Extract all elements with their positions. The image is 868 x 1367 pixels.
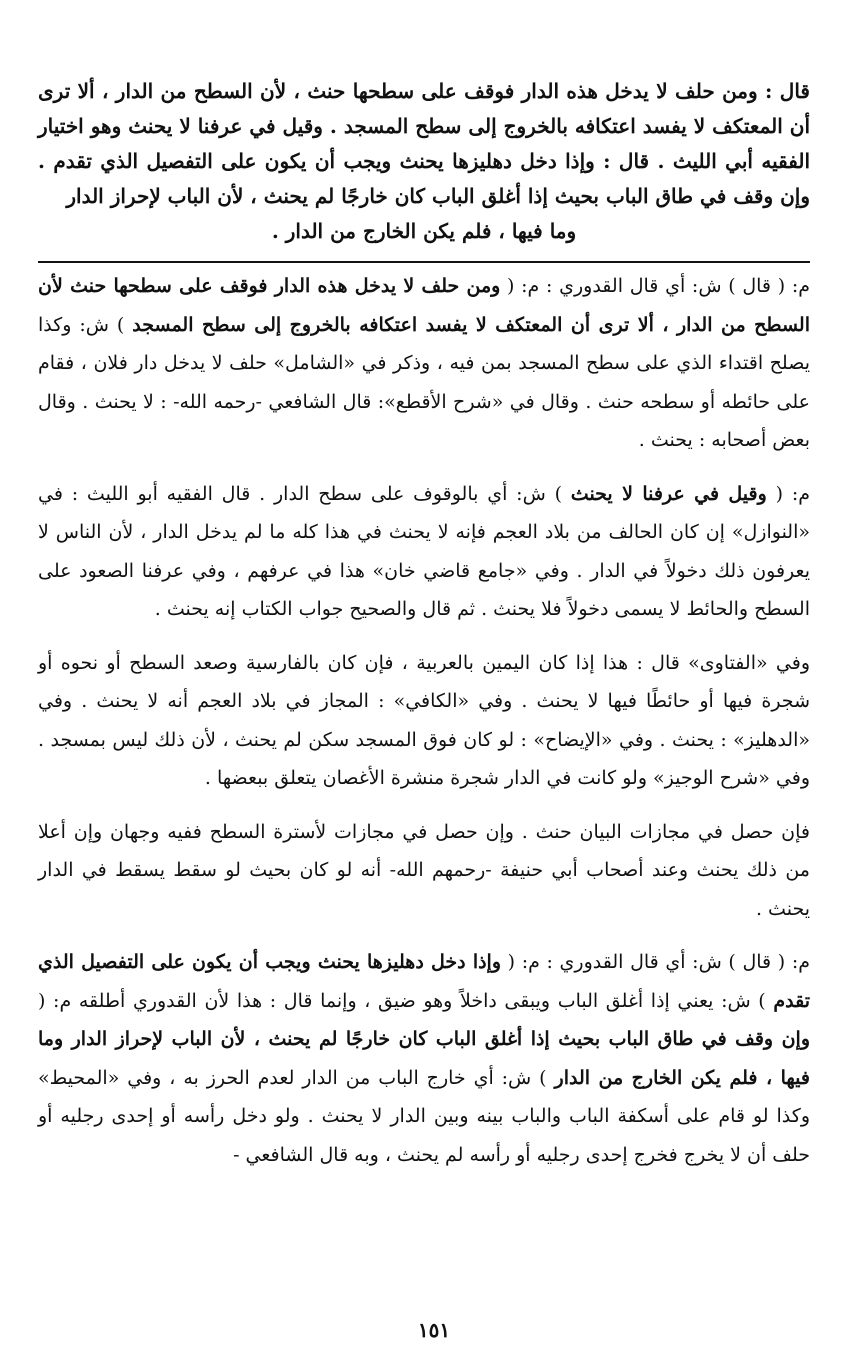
commentary-block bbox=[38, 267, 810, 1174]
quoted-matn: وإذا دخل دهليزها يحنث ويجب أن يكون على التفصيل الذي تقدم bbox=[38, 951, 810, 1012]
commentary-text: ) ش: أي بالوقوف على سطح الدار . قال الفقيه أبو الليث : في «النوازل» إن كان الحالف من بلاد العجم فإنه لا يحنث في هذا كله ما لم يدخل الدار ، لأن الناس لا يعرفون ذلك دخولاً في الدار . وفي «جامع قاضي خان» هذا في عرفهم ، وفي عرفنا الصعود على السطح والحائط لا يسمى دخولاً فلا يحنث . ثم قال والصحيح جواب الكتاب إنه يحنث . bbox=[38, 482, 810, 620]
main-text-body: قال : ومن حلف لا يدخل هذه الدار فوقف على سطحها حنث ، لأن السطح من الدار ، ألا ترى أن المعتكف لا يفسد اعتكافه بالخروج إلى سطح المسجد . وقيل في عرفنا لا يحنث وهو اختيار الفقيه أبي الليث . قال : وإذا دخل دهليزها يحنث ويجب أن يكون على التفصيل الذي تقدم . وإن وقف في طاق الباب بحيث إذا أغلق الباب كان خارجًا لم يحنث ، لأن الباب لإحراز الدار bbox=[38, 79, 810, 208]
commentary-paragraph-3: وفي «الفتاوى» قال : هذا إذا كان اليمين بالعربية ، فإن كان بالفارسية وصعد السطح أو نحوه أو شجرة فيها أو حائطًا فيها لا يحنث . وفي «الكافي» : المجاز في بلاد العجم أنه لا يحنث . وفي «الدهليز» : يحنث . وفي «الإيضاح» : لو كان فوق المسجد سكن لم يحنث ، لأن ذلك ليس بمسجد . وفي «شرح الوجيز» ولو كانت في الدار شجرة منشرة الأغصان يتعلق ببعضها . bbox=[38, 651, 810, 789]
commentary-text: م: ( bbox=[766, 482, 810, 505]
commentary-paragraph-1 bbox=[38, 267, 810, 460]
commentary-paragraph-4: فإن حصل في مجازات البيان حنث . وإن حصل في مجازات لأسترة السطح ففيه وجهان وإن أعلا من ذلك يحنث وعند أصحاب أبي حنيفة -رحمهم الله- أنه لو كان بحيث لو سقط يسقط في الدار يحنث . bbox=[38, 820, 810, 920]
commentary-text: ) ش: يعني إذا أغلق الباب ويبقى داخلاً وهو ضيق ، وإنما قال : هذا لأن القدوري أطلقه م: ( bbox=[38, 989, 774, 1012]
page-number: ١٥١ bbox=[417, 1318, 451, 1342]
commentary-paragraph-2 bbox=[38, 475, 810, 629]
main-text-last-line: وما فيها ، فلم يكن الخارج من الدار . bbox=[271, 219, 577, 243]
commentary-text: ) ش: وكذا يصلح اقتداء الذي على سطح المسجد بمن فيه ، وذكر في «الشامل» حلف لا يدخل دار فلان ، فقام على حائطه أو سطحه حنث . وقال في «شرح الأقطع»: قال الشافعي -رحمه الله- : لا يحنث . وقال بعض أصحابه : يحنث . bbox=[38, 313, 810, 451]
main-text-block bbox=[38, 74, 810, 249]
commentary-text: ) ش: أي خارج الباب من الدار لعدم الحرز به ، وفي «المحيط» وكذا لو قام على أسكفة الباب والباب بينه وبين الدار لا يحنث . ولو دخل رأسه أو إحدى رجليه أو حلف أن لا يخرج فخرج إحدى رجليه أو رأسه لم يحنث ، وبه قال الشافعي - bbox=[38, 1066, 810, 1166]
commentary-text: م: ( قال ) ش: أي قال القدوري : م: ( bbox=[500, 275, 810, 297]
commentary-paragraph-5 bbox=[38, 943, 810, 1174]
quoted-matn: ومن حلف لا يدخل هذه الدار فوقف على سطحها حنث لأن السطح من الدار ، ألا ترى أن المعتكف لا يفسد اعتكافه بالخروج إلى سطح المسجد bbox=[38, 275, 810, 336]
quoted-matn: وقيل في عرفنا لا يحنث bbox=[570, 482, 767, 505]
commentary-text: م: ( قال ) ش: أي قال القدوري : م: ( bbox=[501, 951, 810, 973]
separator-rule bbox=[38, 261, 810, 263]
book-page bbox=[38, 74, 810, 1189]
quoted-matn: وإن وقف في طاق الباب بحيث إذا أغلق الباب كان خارجًا لم يحنث ، لأن الباب لإحراز الدار وما فيها ، فلم يكن الخارج من الدار bbox=[38, 1028, 810, 1089]
